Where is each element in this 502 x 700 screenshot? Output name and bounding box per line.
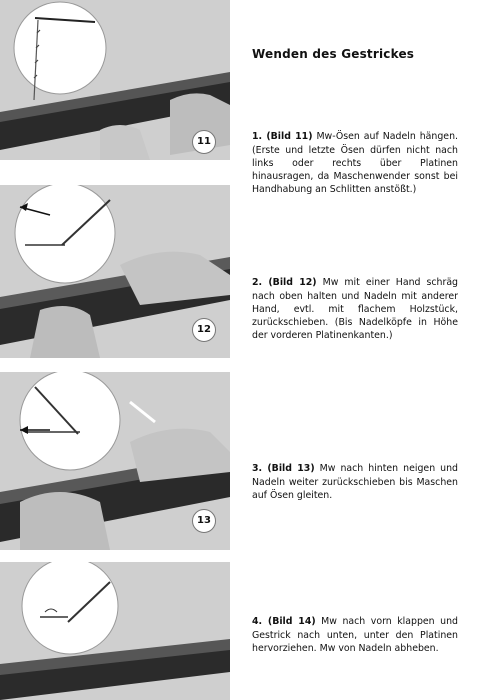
page-title: Wenden des Gestrickes: [252, 47, 415, 61]
step-2: [252, 276, 458, 342]
photo-step-12: [0, 185, 230, 358]
step-text: Mw nach vorn klappen und Gestrick nach unten, unter den Platinen hervorziehen. Mw von Nadeln abheben.: [252, 616, 458, 654]
step-number: 2. (Bild 12): [252, 277, 317, 289]
figure-badge: 11: [192, 130, 216, 154]
step-number: 3. (Bild 13): [252, 463, 315, 475]
photo-step-13: [0, 372, 230, 550]
step-number: 1. (Bild 11): [252, 131, 313, 143]
knitting-machine-illustration: [0, 562, 230, 700]
step-text: Mw mit einer Hand schräg nach oben halten und Nadeln mit anderer Hand, evtl. mit flachem Holzstück, zurückschieben. (Bis Nadelköpfe in Höhe der vorderen Platinenkanten.): [252, 277, 459, 342]
step-1: [252, 130, 458, 196]
photo-step-11: [0, 0, 230, 160]
step-text: Mw nach hinten neigen und Nadeln weiter zurückschieben bis Maschen auf Ösen gleiten.: [252, 463, 458, 501]
figure-badge: 13: [192, 509, 216, 533]
photo-step-14: [0, 562, 230, 700]
step-number: 4. (Bild 14): [252, 616, 316, 628]
step-3: [252, 462, 458, 502]
step-4: [252, 615, 458, 655]
figure-badge: 12: [192, 318, 216, 342]
step-text: Mw-Ösen auf Nadeln hängen. (Erste und letzte Ösen dürfen nicht nach links oder rechts über Platinen hinausragen, da Maschenwender sonst bei Handhabung an Schlitten anstößt.): [252, 131, 458, 196]
